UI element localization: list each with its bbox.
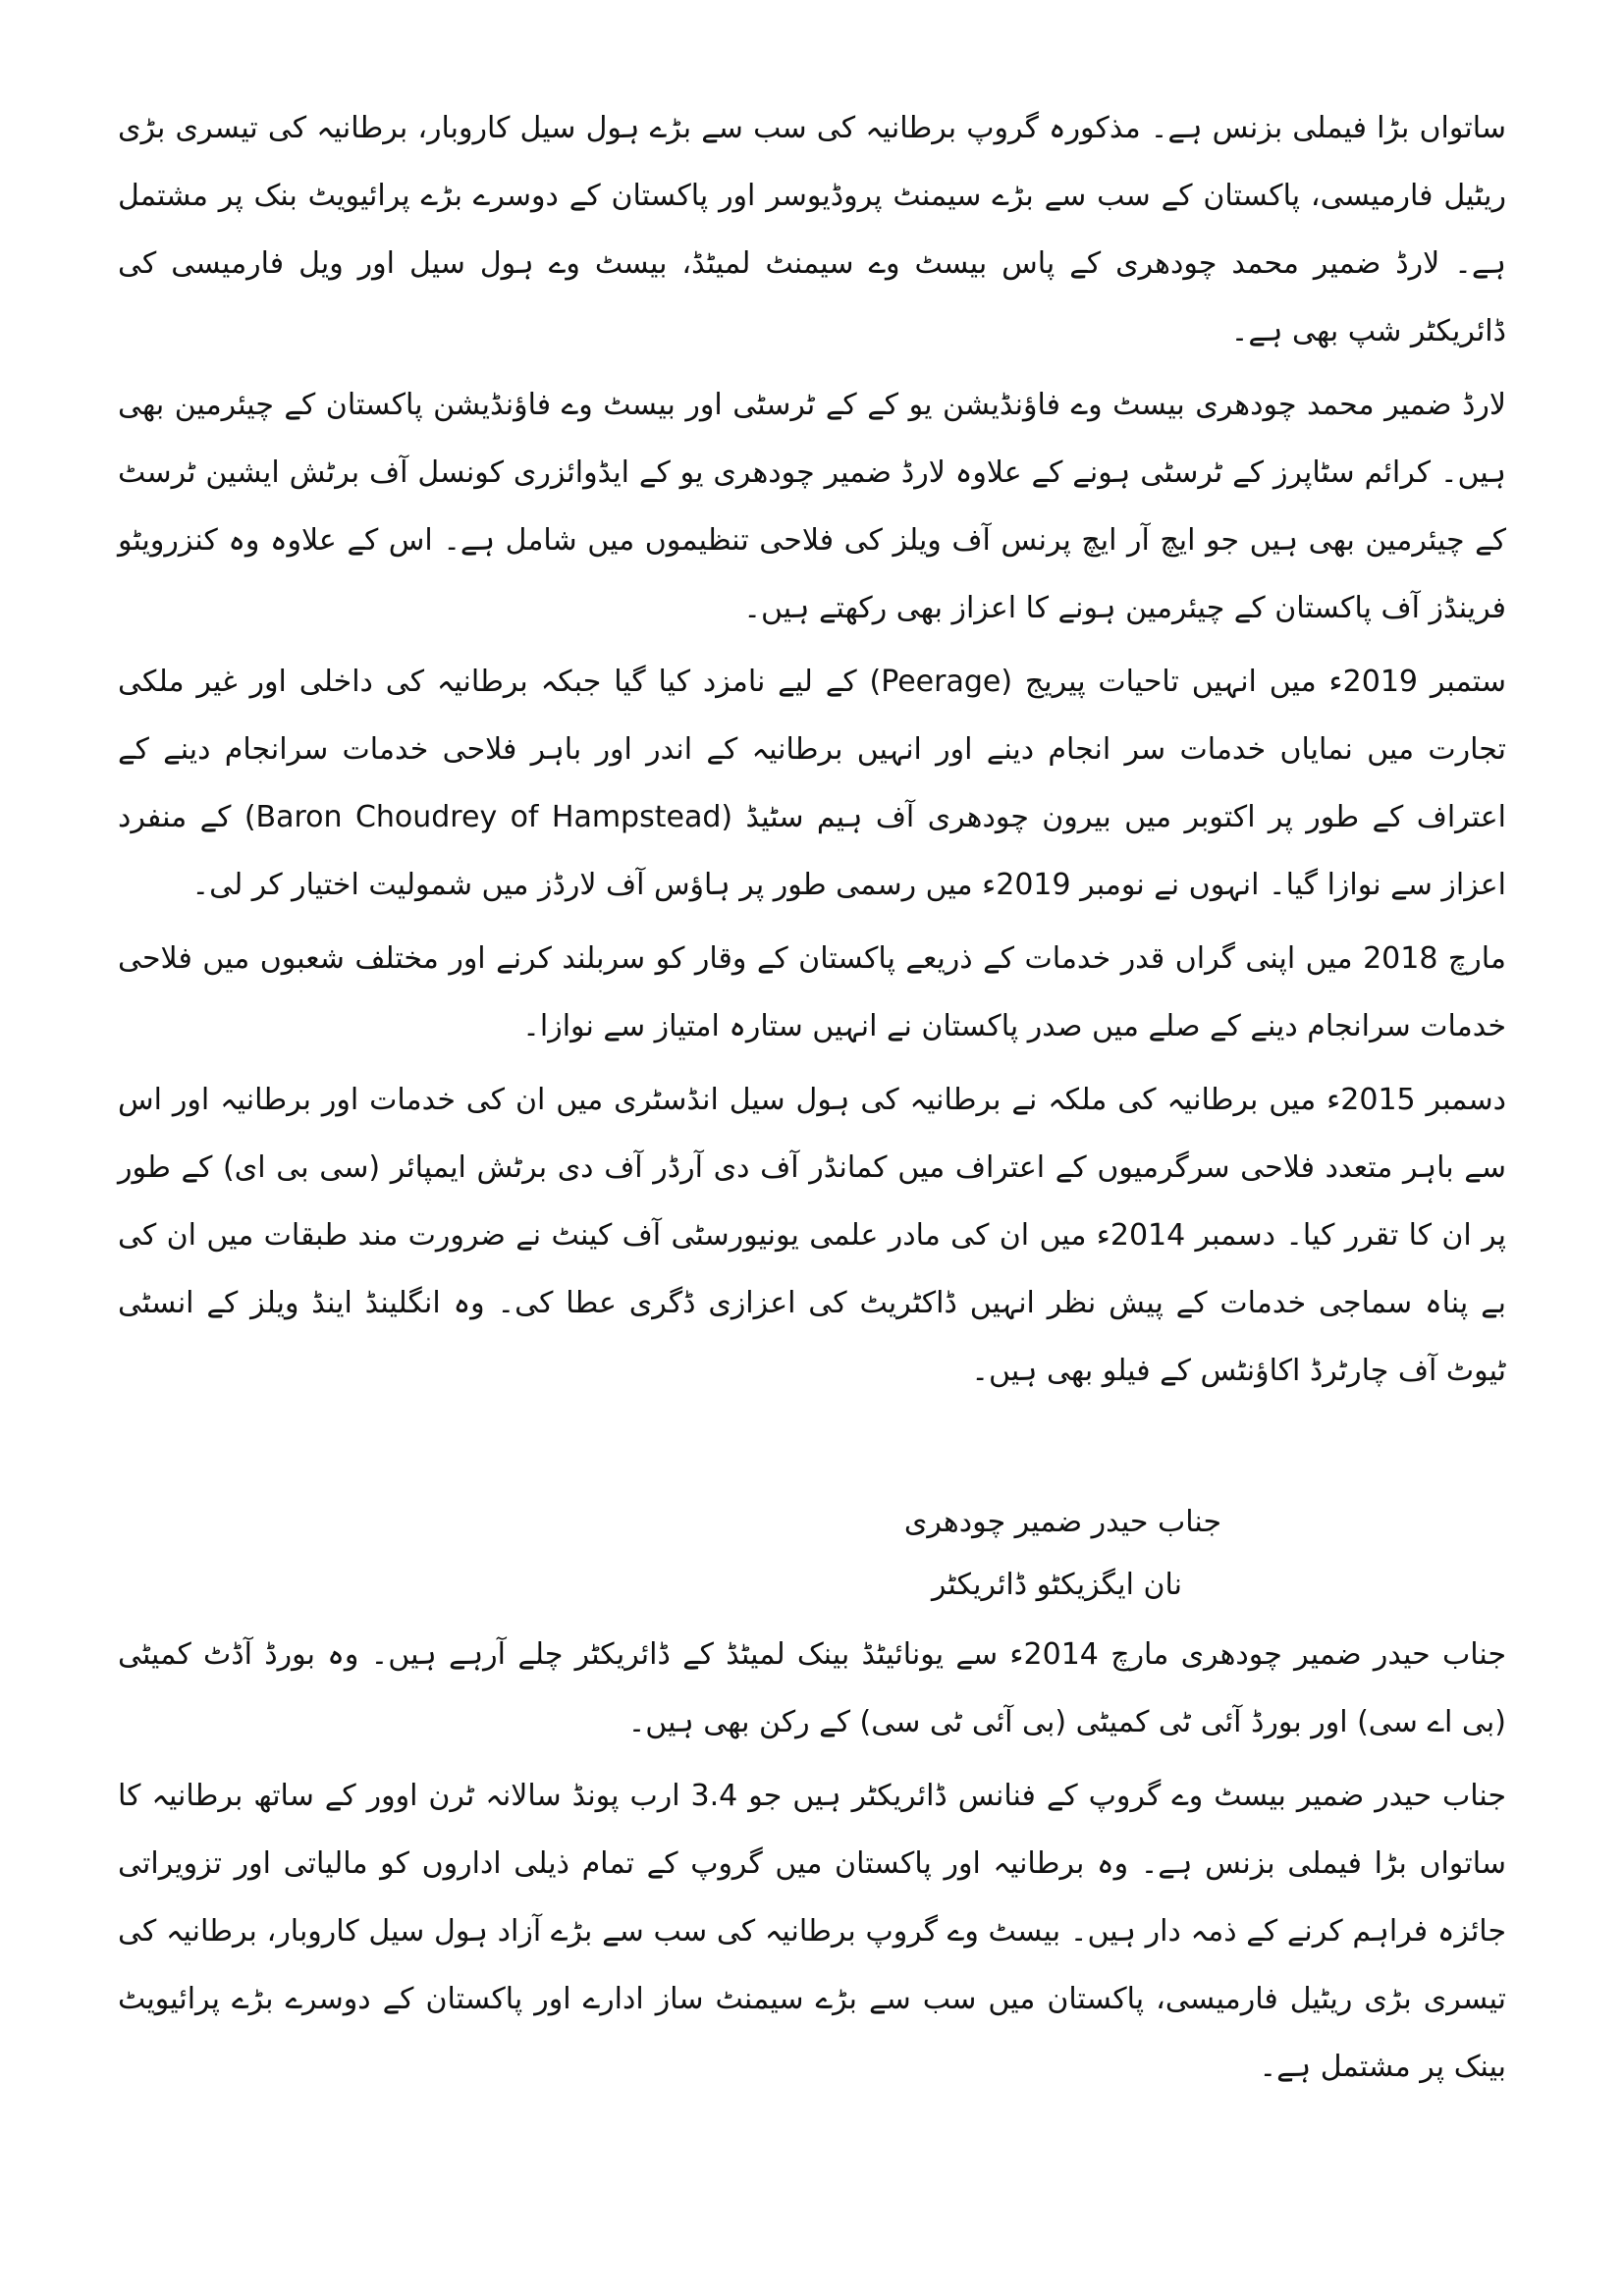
bio-paragraph-sitara-imtiaz: مارچ 2018 میں اپنی گراں قدر خدمات کے ذریعے پاکستان کے وقار کو سربلند کرنے اور مختلف شعبوں میں فلاحی خدمات سرانجام دینے کے صلے میں صدر پاکستان نے انہیں ستارہ امتیاز سے نوازا۔ (118, 941, 1506, 1043)
director-bio (118, 1621, 1506, 2101)
bio-paragraph-family-business: ساتواں بڑا فیملی بزنس ہے۔ مذکورہ گروپ برطانیہ کی سب سے بڑے ہول سیل کاروبار، برطانیہ کی تیسری بڑی ریٹیل فارمیسی، پاکستان کے سب سے بڑے سیمنٹ پروڈیوسر اور پاکستان کے دوسرے بڑے پرائیویٹ بنک پر مشتمل ہے۔ لارڈ ضمیر محمد چودھری کے پاس بیسٹ وے سیمنٹ لمیٹڈ، بیسٹ وے ہول سیل اور ویل فارمیسی کی ڈائریکٹر شپ بھی ہے۔ (118, 111, 1506, 348)
director-designation: نان ایگزیکٹو ڈائریکٹر (932, 1568, 1182, 1602)
bio-paragraph-ubl-directorship: جناب حیدر ضمیر چودھری مارچ 2014ء سے یونائیٹڈ بینک لمیٹڈ کے ڈائریکٹر چلے آرہے ہیں۔ وہ بورڈ آڈٹ کمیٹی (بی اے سی) اور بورڈ آئی ٹی کمیٹی (بی آئی ٹی سی) کے رکن بھی ہیں۔ (118, 1637, 1506, 1739)
bio-paragraph-peerage: ستمبر 2019ء میں انہیں تاحیات پیریج (Peerage) کے لیے نامزد کیا گیا جبکہ برطانیہ کی داخلی اور غیر ملکی تجارت میں نمایاں خدمات سر انجام دینے اور انہیں برطانیہ کے اندر اور باہر فلاحی خدمات سرانجام دینے کے اعتراف کے طور پر اکتوبر میں بیرون چودھری آف ہیم سٹیڈ (Baron Choudrey of Hampstead) کے منفرد اعزاز سے نوازا گیا۔ انہوں نے نومبر 2019ء میں رسمی طور پر ہاؤس آف لارڈز میں شمولیت اختیار کر لی۔ (118, 665, 1506, 902)
bio-paragraph-foundations: لارڈ ضمیر محمد چودھری بیسٹ وے فاؤنڈیشن یو کے کے ٹرسٹی اور بیسٹ وے فاؤنڈیشن پاکستان کے چیئرمین بھی ہیں۔ کرائم سٹاپرز کے ٹرسٹی ہونے کے علاوہ لارڈ ضمیر چودھری یو کے ایڈوائزری کونسل آف برٹش ایشین ٹرسٹ کے چیئرمین بھی ہیں جو ایچ آر ایچ پرنس آف ویلز کی فلاحی تنظیموں میں شامل ہے۔ اس کے علاوہ وہ کنزرویٹو فرینڈز آف پاکستان کے چیئرمین ہونے کا اعزاز بھی رکھتے ہیں۔ (118, 388, 1506, 625)
director-heading (118, 1491, 1506, 1617)
director-bio-continued (118, 94, 1506, 1405)
bio-paragraph-cbe-honours: دسمبر 2015ء میں برطانیہ کی ملکہ نے برطانیہ کی ہول سیل انڈسٹری میں ان کی خدمات اور برطانیہ اور اس سے باہر متعدد فلاحی سرگرمیوں کے اعتراف میں کمانڈر آف دی آرڈر آف دی برٹش ایمپائر (سی بی ای) کے طور پر ان کا تقرر کیا۔ دسمبر 2014ء میں ان کی مادر علمی یونیورسٹی آف کینٹ نے ضرورت مند طبقات میں ان کی بے پناہ سماجی خدمات کے پیش نظر انہیں ڈاکٹریٹ کی اعزازی ڈگری عطا کی۔ وہ انگلینڈ اینڈ ویلز کے انسٹی ٹیوٹ آف چارٹرڈ اکاؤنٹس کے فیلو بھی ہیں۔ (118, 1083, 1507, 1388)
bio-paragraph-bestway-finance: جناب حیدر ضمیر بیسٹ وے گروپ کے فنانس ڈائریکٹر ہیں جو 3.4 ارب پونڈ سالانہ ٹرن اوور کے ساتھ برطانیہ کا ساتواں بڑا فیملی بزنس ہے۔ وہ برطانیہ اور پاکستان میں گروپ کے تمام ذیلی اداروں کو مالیاتی اور تزویراتی جائزہ فراہم کرنے کے ذمہ دار ہیں۔ بیسٹ وے گروپ برطانیہ کی سب سے بڑے آزاد ہول سیل کاروبار، برطانیہ کی تیسری بڑی ریٹیل فارمیسی، پاکستان میں سب سے بڑے سیمنٹ ساز ادارے اور پاکستان کے دوسرے بڑے پرائیویٹ بینک پر مشتمل ہے۔ (118, 1779, 1506, 2084)
director-name: جناب حیدر ضمیر چودھری (903, 1505, 1221, 1539)
